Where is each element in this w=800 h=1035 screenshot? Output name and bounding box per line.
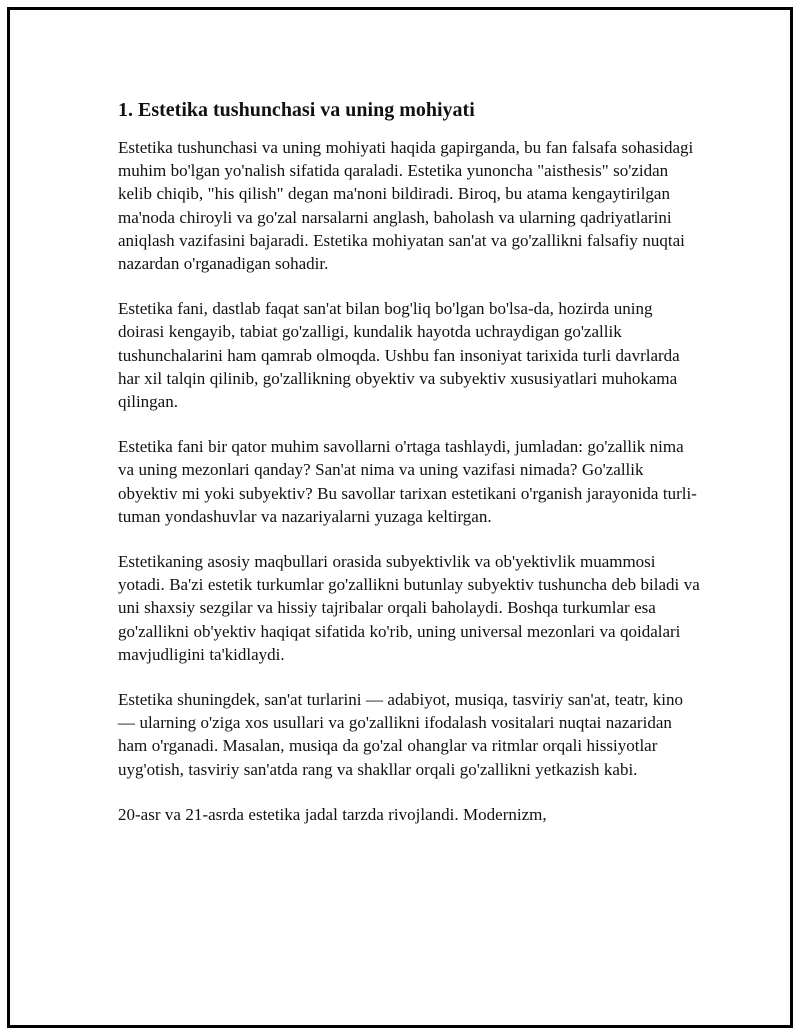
paragraph-6: 20-asr va 21-asrda estetika jadal tarzda rivojlandi. Modernizm, — [118, 804, 547, 824]
paragraph-1: Estetika tushunchasi va uning mohiyati haqida gapirganda, bu fan falsafa sohasidagi muhim bo'lgan yo'nalish sifatida qaraladi. Estetika yunoncha "aisthesis" so'zidan kelib chiqib, "his qilish" degan ma'noni bildiradi. Biroq, bu atama kengaytirilgan ma'noda chiroyli va go'zal narsalarni anglash, baholash va ularning qadriyatlarini aniqlash vazifasini bajaradi. Estetika mohiyatan san'at va go'zallikni falsafiy nuqtai nazardan o'rganadigan sohadir. — [118, 138, 694, 274]
paragraph-4: Estetikaning asosiy maqbullari orasida subyektivlik va ob'yektivlik muammosi yotadi. Ba'zi estetik turkumlar go'zallikni butunlay subyektiv tushuncha deb biladi va uni shaxsiy sezgilar va hissiy tajribalar orqali baholaydi. Boshqa turkumlar esa go'zallikni ob'yektiv haqiqat sifatida ko'rib, uning universal mezonlari va qoidalari mavjudligini ta'kidlaydi. — [118, 552, 700, 664]
section-title: 1. Estetika tushunchasi va uning mohiyati — [118, 99, 475, 121]
paragraph-2: Estetika fani, dastlab faqat san'at bilan bog'liq bo'lgan bo'lsa-da, hozirda uning doirasi kengayib, tabiat go'zalligi, kundalik hayotda uchraydigan go'zallik tushunchalarini ham qamrab olmoqda. Ushbu fan insoniyat tarixida turli davrlarda har xil talqin qilinib, go'zallikning obyektiv va subyektiv xususiyatlari muhokama qilingan. — [118, 299, 680, 412]
paragraph-3: Estetika fani bir qator muhim savollarni o'rtaga tashlaydi, jumladan: go'zallik nima va uning mezonlari qanday? San'at nima va uning vazifasi nimada? Go'zallik obyektiv mi yoki subyektiv? Bu savollar tarixan estetikani o'rganish jarayonida turli-tuman yondashuvlar va nazariyalarni yuzaga keltirgan. — [118, 437, 697, 526]
document-body — [118, 98, 703, 848]
page-frame — [7, 7, 793, 1028]
paragraph-5: Estetika shuningdek, san'at turlarini — adabiyot, musiqa, tasviriy san'at, teatr, kino — ularning o'ziga xos usullari va go'zallikni ifodalash vositalari nuqtai nazaridan ham o'rganadi. Masalan, musiqa da go'zal ohanglar va ritmlar orqali hissiyotlar uyg'otish, tasviriy san'atda rang va shakllar orqali go'zallikni yetkazish kabi. — [118, 690, 684, 779]
